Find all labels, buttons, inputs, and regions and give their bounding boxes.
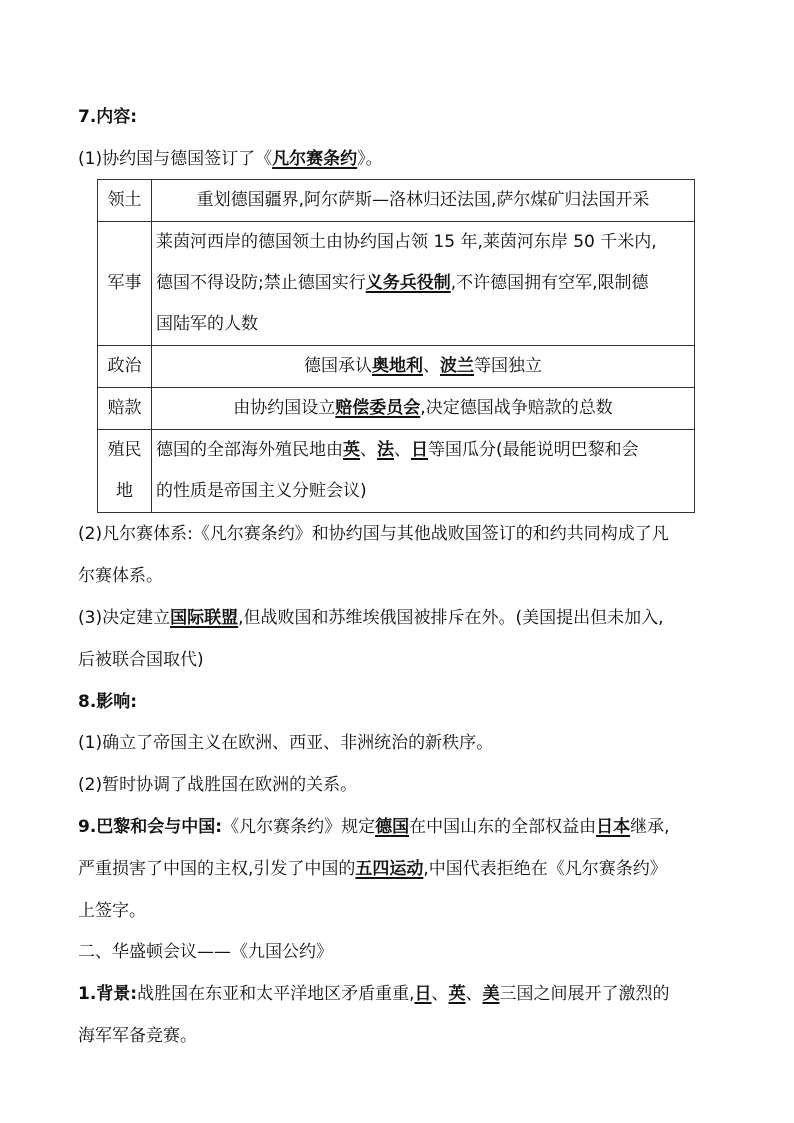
answer-reparations-commission: 赔偿委员会 [335, 398, 421, 418]
answer-japan: 日 [411, 440, 428, 460]
text: 德国不得设防;禁止德国实行 [156, 273, 366, 293]
paragraph-2-line-2: 尔赛体系。 [78, 566, 163, 586]
text: 德国的全部海外殖民地由 [156, 440, 343, 460]
row-label-reparations: 赔款 [98, 388, 152, 430]
text: 战胜国在东亚和太平洋地区矛盾重重, [137, 984, 415, 1004]
table-row [98, 346, 695, 388]
answer-japan-navy: 日 [414, 984, 432, 1004]
table-row [98, 388, 695, 430]
answer-conscription: 义务兵役制 [365, 273, 451, 293]
background-line-2: 海军军备竞赛。 [78, 1026, 197, 1046]
answer-britain-navy: 英 [448, 984, 466, 1004]
text: 》。 [357, 149, 383, 169]
section-8-heading: 8.影响: [78, 692, 138, 712]
table-row [98, 180, 695, 222]
text: 在中国山东的全部权益由 [409, 817, 597, 837]
text: 三国之间展开了激烈的 [499, 984, 670, 1004]
table-row [98, 430, 695, 513]
section-7-heading: 7.内容: [78, 107, 138, 127]
text-line [156, 430, 690, 471]
text: 、 [431, 984, 449, 1004]
row-label-politics: 政治 [98, 346, 152, 388]
text: 德国承认 [304, 356, 372, 376]
text: 继承, [630, 817, 670, 837]
text-line: 的性质是帝国主义分赃会议) [156, 481, 367, 501]
section-9-line-3: 上签字。 [78, 901, 146, 921]
text: 、 [394, 440, 411, 460]
row-text-politics [152, 346, 695, 388]
text-line [156, 263, 690, 304]
answer-may-fourth-movement: 五四运动 [355, 859, 424, 879]
row-label-territory: 领土 [98, 180, 152, 222]
paragraph-2-line-1: (2)凡尔赛体系:《凡尔赛条约》和协约国与其他战败国签订的和约共同构成了凡 [78, 524, 669, 544]
text: 殖民 [107, 440, 142, 460]
section-8-paragraph-2: (2)暂时协调了战胜国在欧洲的关系。 [78, 775, 358, 795]
treaty-content-table [97, 179, 695, 513]
text: 等国瓜分(最能说明巴黎和会 [428, 440, 639, 460]
answer-league-of-nations: 国际联盟 [170, 608, 239, 628]
section-9-heading: 9.巴黎和会与中国: [78, 817, 223, 837]
text: ,不许德国拥有空军,限制德 [450, 273, 649, 293]
answer-japan-shandong: 日本 [596, 817, 631, 837]
background-heading: 1.背景: [78, 984, 138, 1004]
row-text-colonies [152, 430, 695, 513]
answer-usa-navy: 美 [482, 984, 500, 1004]
row-text-territory: 重划德国疆界,阿尔萨斯—洛林归还法国,萨尔煤矿归法国开采 [152, 180, 695, 222]
text: 、 [465, 984, 483, 1004]
section-9-line-2 [78, 857, 667, 881]
answer-germany: 德国 [375, 817, 410, 837]
text: 、 [360, 440, 377, 460]
section-8-paragraph-1: (1)确立了帝国主义在欧洲、西亚、非洲统治的新秩序。 [78, 733, 494, 753]
row-label-military: 军事 [98, 222, 152, 346]
row-text-reparations [152, 388, 695, 430]
text: 地 [116, 481, 133, 501]
paragraph-3-line-2: 后被联合国取代) [78, 650, 204, 670]
row-text-military [152, 222, 695, 346]
answer-austria: 奥地利 [372, 356, 423, 376]
text: (3)决定建立 [78, 608, 171, 628]
answer-treaty-versailles: 凡尔赛条约 [272, 149, 358, 169]
text: ,决定德国战争赔款的总数 [420, 398, 613, 418]
row-label-colonies [98, 430, 152, 513]
text: ,中国代表拒绝在《凡尔赛条约》 [423, 859, 667, 879]
text: ,但战败国和苏维埃俄国被排斥在外。(美国提出但未加入, [238, 608, 664, 628]
text-line: 莱茵河西岸的德国领土由协约国占领 15 年,莱茵河东岸 50 千米内, [156, 232, 657, 252]
answer-poland: 波兰 [440, 356, 474, 376]
text: 、 [423, 356, 440, 376]
text: (1)协约国与德国签订了《 [78, 149, 273, 169]
text: 严重损害了中国的主权,引发了中国的 [78, 859, 356, 879]
section-7-paragraph-1 [78, 147, 383, 171]
answer-france: 法 [377, 440, 394, 460]
part-2-title: 二、华盛顿会议——《九国公约》 [78, 942, 333, 962]
background-line-1 [78, 982, 670, 1006]
text-line: 国陆军的人数 [156, 314, 258, 334]
table-row [98, 222, 695, 346]
answer-britain: 英 [343, 440, 360, 460]
text: 《凡尔赛条约》规定 [222, 817, 376, 837]
paragraph-3-line-1 [78, 606, 664, 630]
text: 等国独立 [474, 356, 542, 376]
section-9-line-1 [78, 815, 670, 839]
text: 由协约国设立 [233, 398, 336, 418]
